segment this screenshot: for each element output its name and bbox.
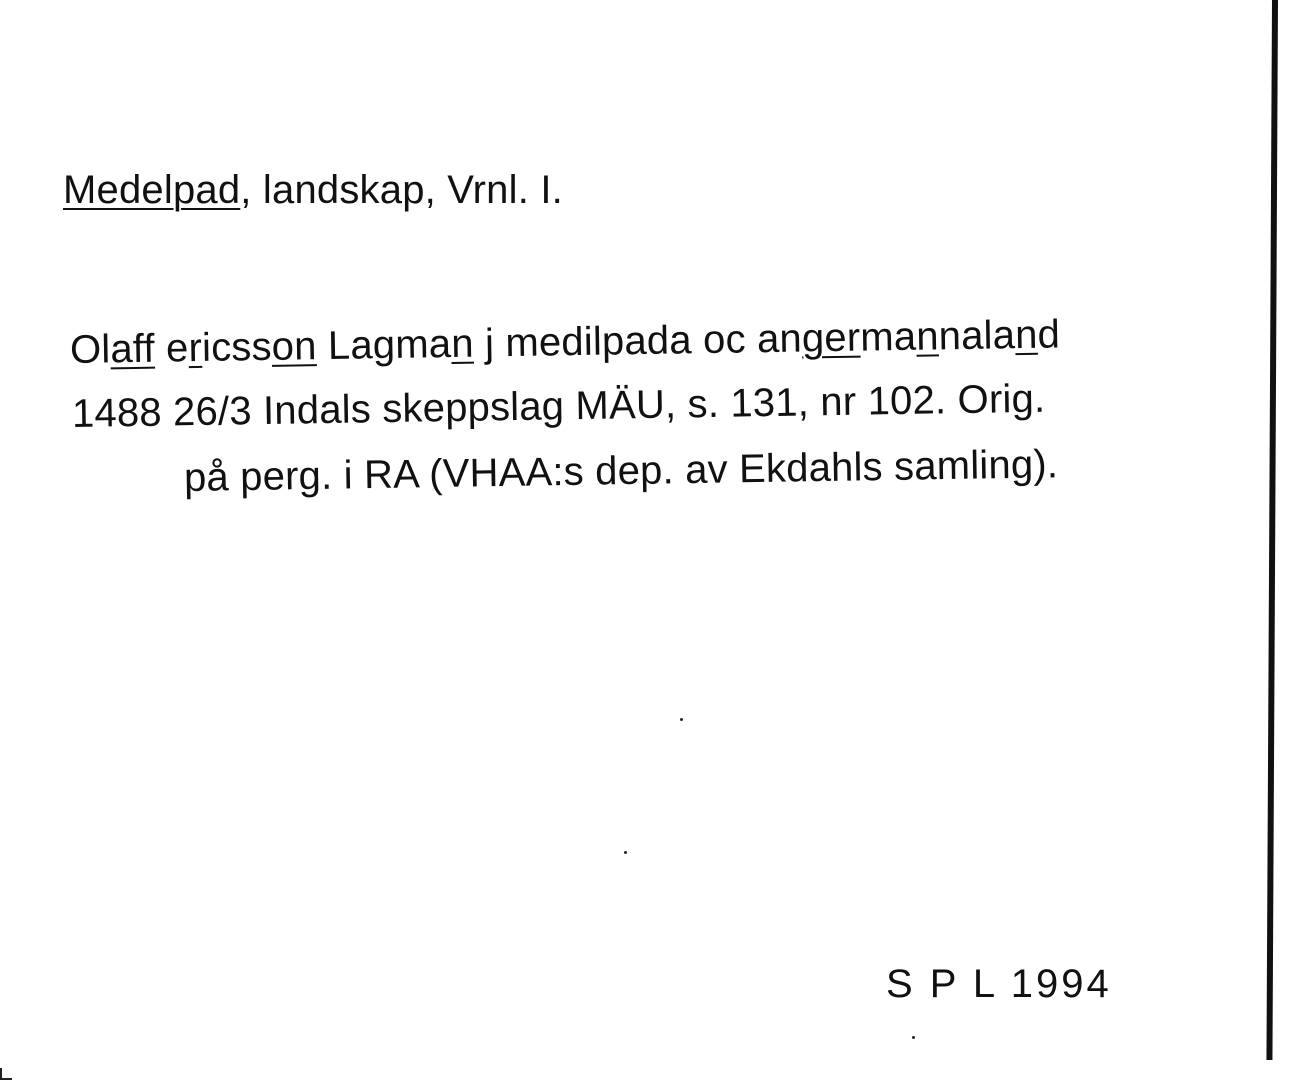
text-segment-underlined: r [188,325,203,371]
heading-place-name: Medelpad [63,168,241,212]
text-line-3: på perg. i RA (VHAA:s dep. av Ekdahls samling). [183,442,1059,500]
text-segment-underlined: n [915,314,940,359]
text-line-2: 1488 26/3 Indals skeppslag MÄU, s. 131, nr 102. Orig. [71,376,1046,436]
corner-mark [0,1068,12,1080]
text-segment: e [154,326,189,371]
text-segment: nala [938,313,1016,359]
text-segment: icss [201,324,273,370]
text-segment-underlined: aff [110,326,156,372]
text-segment-underlined: n [1014,312,1038,358]
text-segment: d [1037,312,1061,357]
heading-rest: , landskap, Vrnl. I. [240,168,563,212]
text-segment: Ol [69,327,111,372]
text-segment: j medilpada oc an [473,316,803,366]
text-line-1 [70,310,1061,374]
text-segment: Lagma [316,322,452,369]
scan-speck [624,851,627,854]
scan-speck [680,718,683,721]
text-segment-underlined: ger [801,315,861,361]
text-segment-underlined: on [271,324,317,369]
card-right-edge [1266,0,1278,1060]
card-heading [63,166,563,214]
signature: S P L 1994 [886,962,1112,1006]
text-segment: ma [859,314,917,360]
text-segment-underlined: n [450,321,475,367]
scan-speck [912,1036,915,1039]
